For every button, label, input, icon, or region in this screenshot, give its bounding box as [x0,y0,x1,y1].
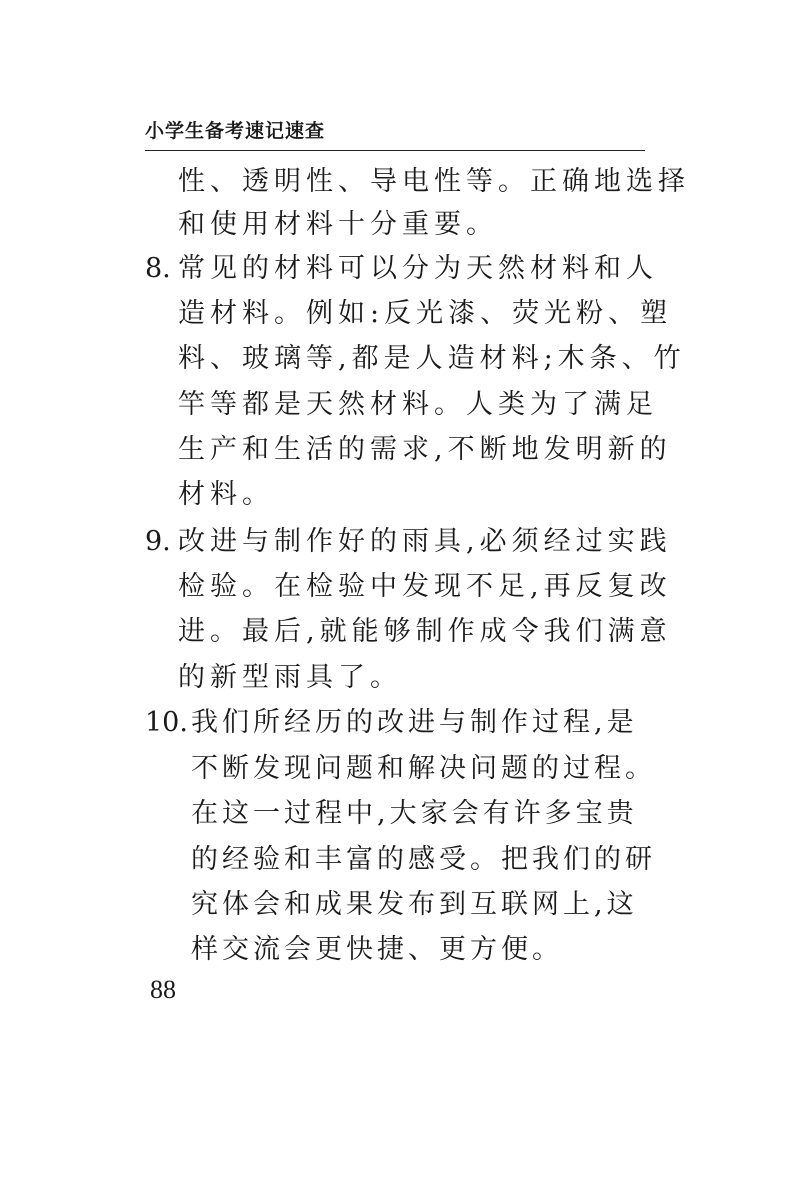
intro-line: 性、透明性、导电性等。正确地选择 [178,166,690,197]
item-9-number: 9. [145,526,171,557]
page-number: 88 [150,975,176,1004]
running-header [145,118,645,151]
item-9-line: 进。最后,就能够制作成令我们满意 [178,616,672,647]
item-8-line: 材料。 [178,479,274,510]
book-title: 小学生备考速记速查 [145,120,326,142]
item-10-line: 不断发现问题和解决问题的过程。 [191,753,656,784]
item-10-line: 我们所经历的改进与制作过程,是 [191,707,638,738]
item-8-line: 料、玻璃等,都是人造材料;木条、竹 [178,343,686,374]
item-9-line: 检验。在检验中发现不足,再反复改 [178,571,672,602]
item-8-line: 常见的材料可以分为天然材料和人 [178,253,658,284]
item-9-line: 改进与制作好的雨具,必须经过实践 [178,526,672,557]
item-10-line: 在这一过程中,大家会有许多宝贵 [191,798,638,829]
item-10-line: 究体会和成果发布到互联网上,这 [191,889,638,920]
header-divider [145,150,645,151]
item-8-line: 生产和生活的需求,不断地发明新的 [178,434,672,465]
item-10-line: 样交流会更快捷、更方便。 [191,934,563,965]
item-8-line: 造材料。例如:反光漆、荧光粉、塑 [178,298,673,329]
item-10-number: 10. [145,707,188,738]
item-9-line: 的新型雨具了。 [178,662,402,693]
item-8-number: 8. [145,253,171,284]
item-8-line: 竿等都是天然材料。人类为了满足 [178,389,658,420]
intro-line: 和使用材料十分重要。 [178,209,498,240]
item-10-line: 的经验和丰富的感受。把我们的研 [191,844,656,875]
